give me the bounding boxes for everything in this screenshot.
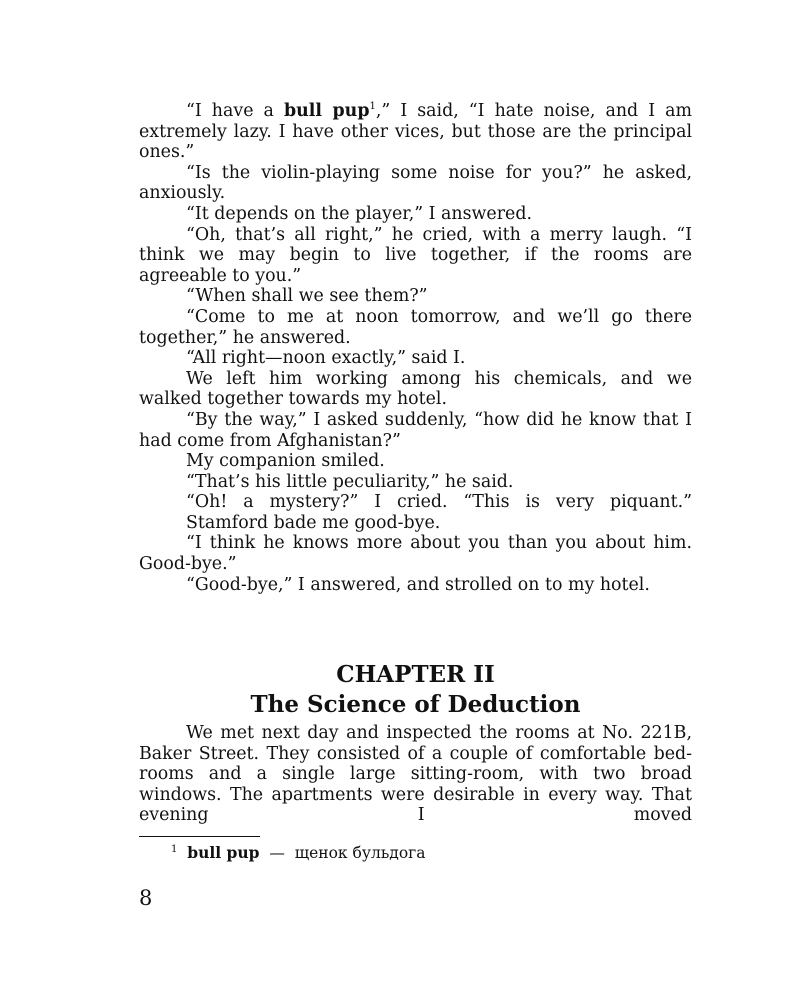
- footnote-mark: 1: [171, 843, 178, 855]
- paragraph: We met next day and inspected the rooms at No. 221B, Baker Street. They consisted of a couple of comfortable bed-rooms and a single large sitting-room, with two broad windows. The apartments were desirable in every way. That evening I moved: [139, 723, 692, 826]
- chapter-heading: [139, 660, 692, 720]
- paragraph: “Is the violin-playing some noise for you?” he asked, anxiously.: [139, 162, 692, 204]
- paragraph: “Oh, that’s all right,” he cried, with a merry laugh. “I think we may begin to live together, if the rooms are agreeable to you.”: [139, 224, 692, 286]
- chapter-title: The Science of Deduction: [250, 691, 581, 718]
- chapter-body: [139, 723, 692, 826]
- paragraph: My companion smiled.: [186, 451, 385, 472]
- footnote-divider: [139, 836, 260, 837]
- bull-pup-term: bull pup: [283, 101, 370, 121]
- footnote-translation: щенок бульдога: [294, 844, 426, 862]
- paragraph: “Good-bye,” I answered, and strolled on to my hotel.: [186, 574, 650, 595]
- paragraph: “By the way,” I asked suddenly, “how did he know that I had come from Afghanistan?”: [139, 409, 692, 451]
- paragraph: “It depends on the player,” I answered.: [186, 203, 532, 224]
- footnote-dash: —: [269, 844, 285, 862]
- paragraph: “I think he knows more about you than you about him. Good-bye.”: [139, 533, 692, 575]
- page-number: 8: [139, 886, 153, 910]
- footnote-reference[interactable]: 1: [369, 101, 376, 113]
- paragraph: “Come to me at noon tomorrow, and we’ll go there together,” he answered.: [139, 306, 692, 348]
- footnote: [171, 843, 426, 863]
- paragraph: “All right—noon exactly,” said I.: [186, 348, 466, 369]
- paragraph-bull-pup: “I have a bull pup$^1$,” I said, “I hate noise, and I am extremely lazy. I have other vices, but those are the principal ones.”: [139, 101, 692, 163]
- footnote-term: bull pup: [187, 843, 260, 862]
- paragraph: “Oh! a mystery?” I cried. “This is very piquant.”: [186, 492, 692, 513]
- chapter-number: CHAPTER II: [336, 661, 495, 688]
- paragraph: “That’s his little peculiarity,” he said.: [186, 471, 514, 492]
- page-text: [139, 101, 692, 595]
- paragraph: “When shall we see them?”: [186, 286, 428, 307]
- paragraph: Stamford bade me good-bye.: [186, 512, 441, 533]
- paragraph: We left him working among his chemicals, and we walked together towards my hotel.: [139, 368, 692, 410]
